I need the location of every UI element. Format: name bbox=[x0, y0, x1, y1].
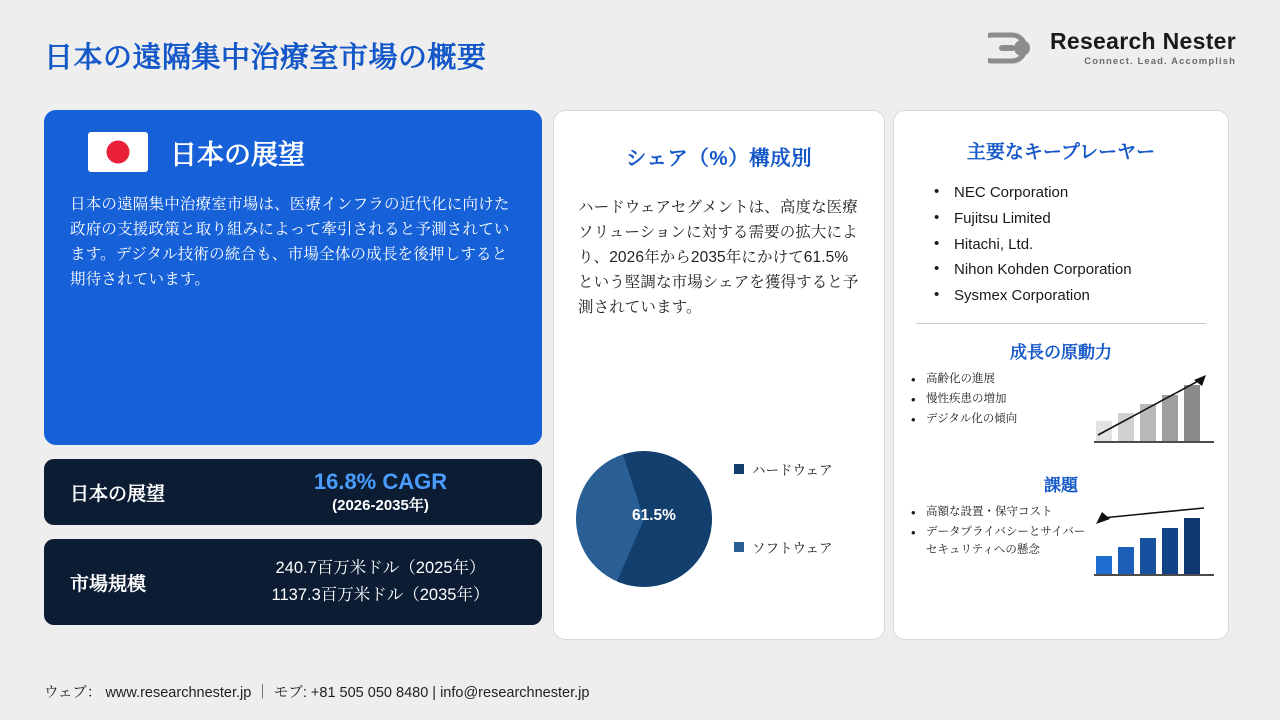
list-item: • Nihon Kohden Corporation bbox=[932, 257, 1228, 283]
brand-tagline: Connect. Lead. Accomplish bbox=[1084, 56, 1236, 67]
list-item: • NEC Corporation bbox=[932, 180, 1228, 206]
key-players-title: 主要なキープレーヤー bbox=[966, 142, 1156, 163]
key-players-list bbox=[894, 180, 1228, 309]
market-size-label: 市場規模 bbox=[70, 573, 147, 595]
header bbox=[44, 28, 1236, 88]
share-pie-chart bbox=[554, 451, 884, 621]
challenges-bar-chart-icon bbox=[1094, 504, 1216, 582]
brand-name: Research Nester bbox=[1049, 28, 1236, 54]
challenges-title: 課題 bbox=[1044, 475, 1078, 495]
cagr-value: 16.8% CAGR bbox=[313, 468, 448, 494]
legend-swatch-software bbox=[734, 542, 744, 552]
list-item: • Fujitsu Limited bbox=[932, 206, 1228, 232]
cagr-stat-label: 日本の展望 bbox=[70, 483, 166, 505]
growth-bar-chart-icon bbox=[1094, 371, 1216, 449]
list-item: • 高齢化の進展 bbox=[908, 371, 1088, 389]
left-column bbox=[44, 110, 542, 625]
list-item: • Sysmex Corporation bbox=[932, 283, 1228, 309]
outlook-header bbox=[70, 132, 516, 172]
legend-label-hardware: ハードウェア bbox=[752, 463, 833, 478]
research-nester-logo-icon bbox=[988, 31, 1040, 65]
legend-swatch-hardware bbox=[734, 464, 744, 474]
list-item: • デジタル化の傾向 bbox=[908, 411, 1088, 429]
legend-item-hardware bbox=[734, 459, 879, 479]
cagr-stat-card bbox=[44, 459, 542, 525]
legend-item-software bbox=[734, 537, 879, 557]
brand-logo bbox=[988, 30, 1236, 67]
outlook-body-text: 日本の遠隔集中治療室市場は、医療インフラの近代化に向けた政府の支援政策と取り組みによって牽引されると予測されています。デジタル技術の統合も、市場全体の成長を後押しすると期待されています。 bbox=[70, 196, 510, 289]
list-item: • 高額な設置・保守コスト bbox=[908, 504, 1088, 522]
japan-outlook-card bbox=[44, 110, 542, 445]
share-panel bbox=[553, 110, 885, 640]
growth-drivers-title: 成長の原動力 bbox=[1010, 342, 1112, 362]
cagr-stat-values bbox=[245, 469, 516, 515]
pie-legend bbox=[734, 459, 879, 615]
market-size-card bbox=[44, 539, 542, 625]
list-item: • 慢性疾患の増加 bbox=[908, 391, 1088, 409]
share-panel-body: ハードウェアセグメントは、高度な医療ソリューションに対する需要の拡大により、2026年から2035年にかけて61.5%という堅調な市場シェアを獲得すると予測されています。 bbox=[578, 199, 859, 317]
japan-flag-icon bbox=[88, 132, 148, 172]
brand-text bbox=[1050, 30, 1236, 67]
cagr-period: (2026-2035年) bbox=[332, 497, 429, 515]
growth-drivers-list bbox=[894, 371, 1088, 428]
footer-contact: ウェブ： www.researchnester.jp ｜ モブ: +81 505 050 8480 | info@researchnester.jp bbox=[44, 685, 590, 701]
market-size-2035: 1137.3百万米ドル（2035年） bbox=[271, 586, 490, 604]
key-players-panel bbox=[893, 110, 1229, 640]
page-title: 日本の遠隔集中治療室市場の概要 bbox=[44, 42, 487, 74]
list-item: • Hitachi, Ltd. bbox=[932, 232, 1228, 258]
outlook-title: 日本の展望 bbox=[170, 139, 305, 170]
market-size-2025: 240.7百万米ドル（2025年） bbox=[275, 558, 486, 577]
growth-drivers-block bbox=[894, 371, 1228, 457]
panel-divider bbox=[916, 323, 1206, 324]
share-panel-title: シェア（%）構成別 bbox=[625, 147, 813, 170]
challenges-list bbox=[894, 504, 1088, 559]
list-item: • データプライバシーとサイバーセキュリティへの懸念 bbox=[908, 524, 1088, 560]
challenges-block bbox=[894, 504, 1228, 590]
legend-label-software: ソフトウェア bbox=[752, 541, 833, 556]
market-size-values bbox=[245, 555, 516, 609]
pie-slice-label: 61.5% bbox=[632, 507, 676, 524]
